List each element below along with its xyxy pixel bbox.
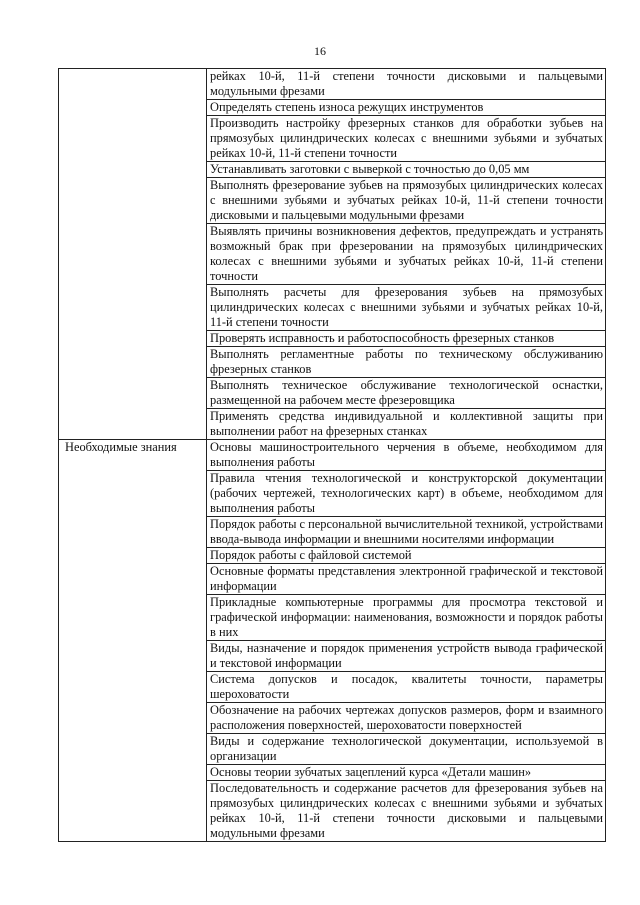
requirement-item: Выполнять техническое обслуживание технологической оснастки, размещенной на рабочем месте фрезеровщика [207,378,606,409]
requirement-item: Выявлять причины возникновения дефектов, предупреждать и устранять возможный брак при фрезеровании на прямозубых цилиндрических колесах с внешними зубьями и зубчатых рейках 10-й, 11-й степени точности [207,224,606,285]
requirement-item: Основные форматы представления электронной графической и текстовой информации [207,564,606,595]
requirement-item: Порядок работы с персональной вычислительной техникой, устройствами ввода-вывода информации и внешними носителями информации [207,517,606,548]
requirement-item: Производить настройку фрезерных станков для обработки зубьев на прямозубых цилиндрических колесах с внешними зубьями и зубчатых рейках 10-й, 11-й степени точности [207,116,606,162]
requirement-item: Применять средства индивидуальной и коллективной защиты при выполнении работ на фрезерных станках [207,409,606,440]
requirement-item: Прикладные компьютерные программы для просмотра текстовой и графической информации: наименования, возможности и порядок работы в них [207,595,606,641]
requirement-item: Виды и содержание технологической документации, используемой в организации [207,734,606,765]
table-body [59,69,606,842]
table-row [59,440,606,471]
requirement-item: Выполнять регламентные работы по техническому обслуживанию фрезерных станков [207,347,606,378]
page-number: 16 [314,44,326,58]
requirement-item: Устанавливать заготовки с выверкой с точностью до 0,05 мм [207,162,606,178]
requirement-item: Выполнять фрезерование зубьев на прямозубых цилиндрических колесах с внешними зубьями и зубчатых рейках 10-й, 11-й степени точности дисковыми и пальцевыми модульными фрезами [207,178,606,224]
requirement-item: Выполнять расчеты для фрезерования зубьев на прямозубых цилиндрических колесах с внешними зубьями и зубчатых рейках 10-й, 11-й степени точности [207,285,606,331]
requirement-item: Последовательность и содержание расчетов для фрезерования зубьев на прямозубых цилиндрических колесах с внешними зубьями и зубчатых рейках 10-й, 11-й степени точности дисковыми и пальцевыми модульными фрезами [207,781,606,842]
competency-table [58,68,606,842]
requirement-item: Обозначение на рабочих чертежах допусков размеров, форм и взаимного расположения поверхностей, шероховатости поверхностей [207,703,606,734]
section-label-cell [59,440,207,842]
section-label: Необходимые знания [65,440,177,454]
requirement-item: Система допусков и посадок, квалитеты точности, параметры шероховатости [207,672,606,703]
requirement-item: Проверять исправность и работоспособность фрезерных станков [207,331,606,347]
section-label-cell [59,69,207,440]
requirement-item: Определять степень износа режущих инструментов [207,100,606,116]
requirement-item: Основы машиностроительного черчения в объеме, необходимом для выполнения работы [207,440,606,471]
requirement-item: Правила чтения технологической и конструкторской документации (рабочих чертежей, технологических карт) в объеме, необходимом для выполнения работы [207,471,606,517]
requirement-item: Основы теории зубчатых зацеплений курса «Детали машин» [207,765,606,781]
requirement-item: Порядок работы с файловой системой [207,548,606,564]
requirement-item: Виды, назначение и порядок применения устройств вывода графической и текстовой информации [207,641,606,672]
requirement-item: рейках 10-й, 11-й степени точности дисковыми и пальцевыми модульными фрезами [207,69,606,100]
table-row [59,69,606,100]
